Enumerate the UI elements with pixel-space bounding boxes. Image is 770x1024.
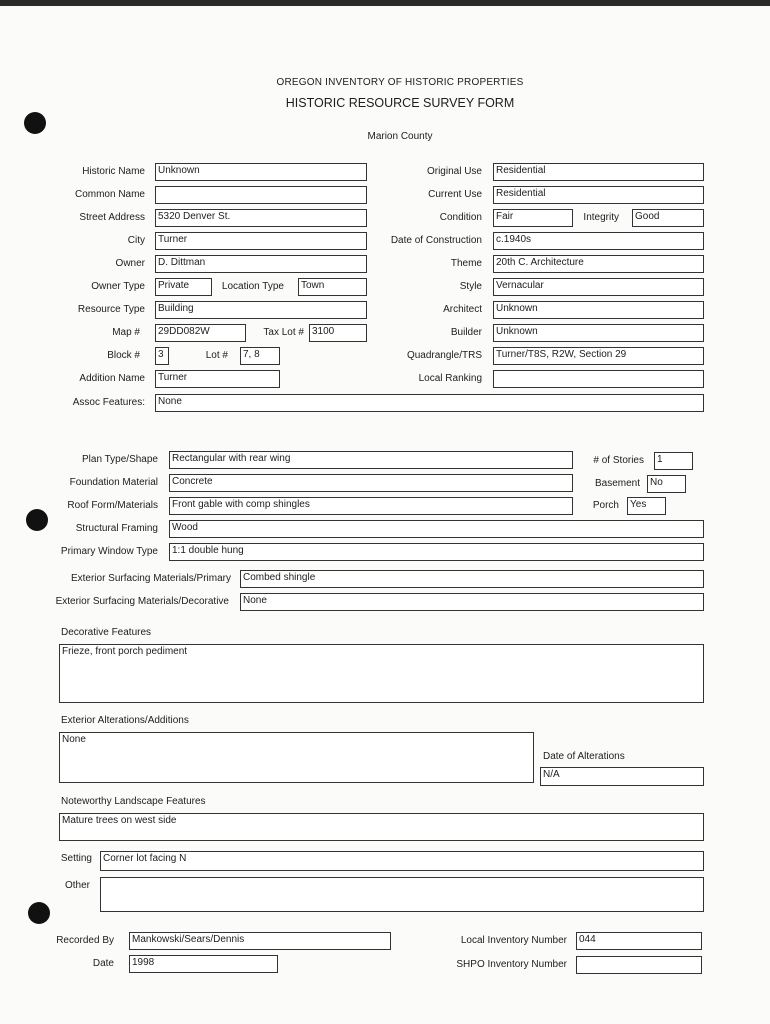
- exterior-alterations-field[interactable]: None: [59, 732, 534, 783]
- owner-field[interactable]: D. Dittman: [155, 255, 367, 273]
- date-of-construction-field[interactable]: c.1940s: [493, 232, 704, 250]
- other-label: Other: [64, 880, 90, 891]
- local-ranking-field[interactable]: [493, 370, 704, 388]
- window-type-field[interactable]: 1:1 double hung: [169, 543, 704, 561]
- historic-name-label: Historic Name: [82, 166, 145, 177]
- setting-label: Setting: [60, 853, 92, 864]
- exterior-alterations-label: Exterior Alterations/Additions: [61, 715, 189, 726]
- date-of-alterations-field[interactable]: N/A: [540, 767, 704, 786]
- quadrangle-label: Quadrangle/TRS: [406, 350, 482, 361]
- integrity-label: Integrity: [583, 212, 619, 223]
- recorded-by-field[interactable]: Mankowski/Sears/Dennis: [129, 932, 391, 950]
- plan-type-field[interactable]: Rectangular with rear wing: [169, 451, 573, 469]
- theme-label: Theme: [450, 258, 482, 269]
- builder-label: Builder: [450, 327, 482, 338]
- shpo-inventory-field[interactable]: [576, 956, 702, 974]
- landscape-features-label: Noteworthy Landscape Features: [61, 796, 206, 807]
- date-of-construction-label: Date of Construction: [390, 235, 482, 246]
- punch-hole-middle: [26, 509, 48, 531]
- historic-name-field[interactable]: Unknown: [155, 163, 367, 181]
- builder-field[interactable]: Unknown: [493, 324, 704, 342]
- quadrangle-field[interactable]: Turner/T8S, R2W, Section 29: [493, 347, 704, 365]
- exterior-primary-field[interactable]: Combed shingle: [240, 570, 704, 588]
- theme-field[interactable]: 20th C. Architecture: [493, 255, 704, 273]
- addition-name-field[interactable]: Turner: [155, 370, 280, 388]
- county-label: Marion County: [367, 131, 433, 142]
- owner-label: Owner: [115, 258, 145, 269]
- tax-lot-label: Tax Lot #: [263, 327, 304, 338]
- lot-number-label: Lot #: [205, 350, 228, 361]
- map-number-label: Map #: [112, 327, 140, 338]
- plan-type-label: Plan Type/Shape: [82, 454, 158, 465]
- exterior-decorative-label: Exterior Surfacing Materials/Decorative: [55, 596, 229, 607]
- date-of-alterations-label: Date of Alterations: [543, 751, 625, 762]
- common-name-label: Common Name: [74, 189, 145, 200]
- porch-field[interactable]: Yes: [627, 497, 666, 515]
- condition-label: Condition: [439, 212, 482, 223]
- exterior-decorative-field[interactable]: None: [240, 593, 704, 611]
- block-number-field[interactable]: 3: [155, 347, 169, 365]
- location-type-field[interactable]: Town: [298, 278, 367, 296]
- map-number-field[interactable]: 29DD082W: [155, 324, 246, 342]
- condition-field[interactable]: Fair: [493, 209, 573, 227]
- tax-lot-field[interactable]: 3100: [309, 324, 367, 342]
- resource-type-field[interactable]: Building: [155, 301, 367, 319]
- city-label: City: [127, 235, 145, 246]
- local-ranking-label: Local Ranking: [418, 373, 482, 384]
- style-label: Style: [459, 281, 482, 292]
- structural-framing-label: Structural Framing: [75, 523, 158, 534]
- form-title: OREGON INVENTORY OF HISTORIC PROPERTIES: [276, 77, 524, 88]
- recorded-by-label: Recorded By: [56, 935, 114, 946]
- architect-field[interactable]: Unknown: [493, 301, 704, 319]
- exterior-primary-label: Exterior Surfacing Materials/Primary: [70, 573, 231, 584]
- date-field[interactable]: 1998: [129, 955, 278, 973]
- other-field[interactable]: [100, 877, 704, 912]
- shpo-inventory-label: SHPO Inventory Number: [456, 959, 567, 970]
- assoc-features-field[interactable]: None: [155, 394, 704, 412]
- street-address-field[interactable]: 5320 Denver St.: [155, 209, 367, 227]
- city-field[interactable]: Turner: [155, 232, 367, 250]
- style-field[interactable]: Vernacular: [493, 278, 704, 296]
- scan-top-edge: [0, 0, 770, 6]
- architect-label: Architect: [443, 304, 482, 315]
- location-type-label: Location Type: [221, 281, 284, 292]
- foundation-field[interactable]: Concrete: [169, 474, 573, 492]
- lot-number-field[interactable]: 7, 8: [240, 347, 280, 365]
- setting-field[interactable]: Corner lot facing N: [100, 851, 704, 871]
- stories-field[interactable]: 1: [654, 452, 693, 470]
- decorative-features-field[interactable]: Frieze, front porch pediment: [59, 644, 704, 703]
- foundation-label: Foundation Material: [69, 477, 158, 488]
- assoc-features-label: Assoc Features:: [72, 397, 145, 408]
- form-subtitle: HISTORIC RESOURCE SURVEY FORM: [285, 96, 515, 110]
- basement-field[interactable]: No: [647, 475, 686, 493]
- common-name-field[interactable]: [155, 186, 367, 204]
- punch-hole-bottom: [28, 902, 50, 924]
- porch-label: Porch: [592, 500, 619, 511]
- landscape-features-field[interactable]: Mature trees on west side: [59, 813, 704, 841]
- structural-framing-field[interactable]: Wood: [169, 520, 704, 538]
- roof-field[interactable]: Front gable with comp shingles: [169, 497, 573, 515]
- window-type-label: Primary Window Type: [60, 546, 158, 557]
- date-label: Date: [92, 958, 114, 969]
- roof-label: Roof Form/Materials: [67, 500, 158, 511]
- addition-name-label: Addition Name: [79, 373, 145, 384]
- stories-label: # of Stories: [593, 455, 644, 466]
- original-use-field[interactable]: Residential: [493, 163, 704, 181]
- decorative-features-label: Decorative Features: [61, 627, 152, 638]
- current-use-field[interactable]: Residential: [493, 186, 704, 204]
- original-use-label: Original Use: [426, 166, 482, 177]
- block-number-label: Block #: [107, 350, 140, 361]
- current-use-label: Current Use: [428, 189, 482, 200]
- integrity-field[interactable]: Good: [632, 209, 704, 227]
- owner-type-label: Owner Type: [91, 281, 145, 292]
- resource-type-label: Resource Type: [77, 304, 145, 315]
- owner-type-field[interactable]: Private: [155, 278, 212, 296]
- local-inventory-label: Local Inventory Number: [460, 935, 567, 946]
- basement-label: Basement: [594, 478, 640, 489]
- street-address-label: Street Address: [79, 212, 145, 223]
- local-inventory-field[interactable]: 044: [576, 932, 702, 950]
